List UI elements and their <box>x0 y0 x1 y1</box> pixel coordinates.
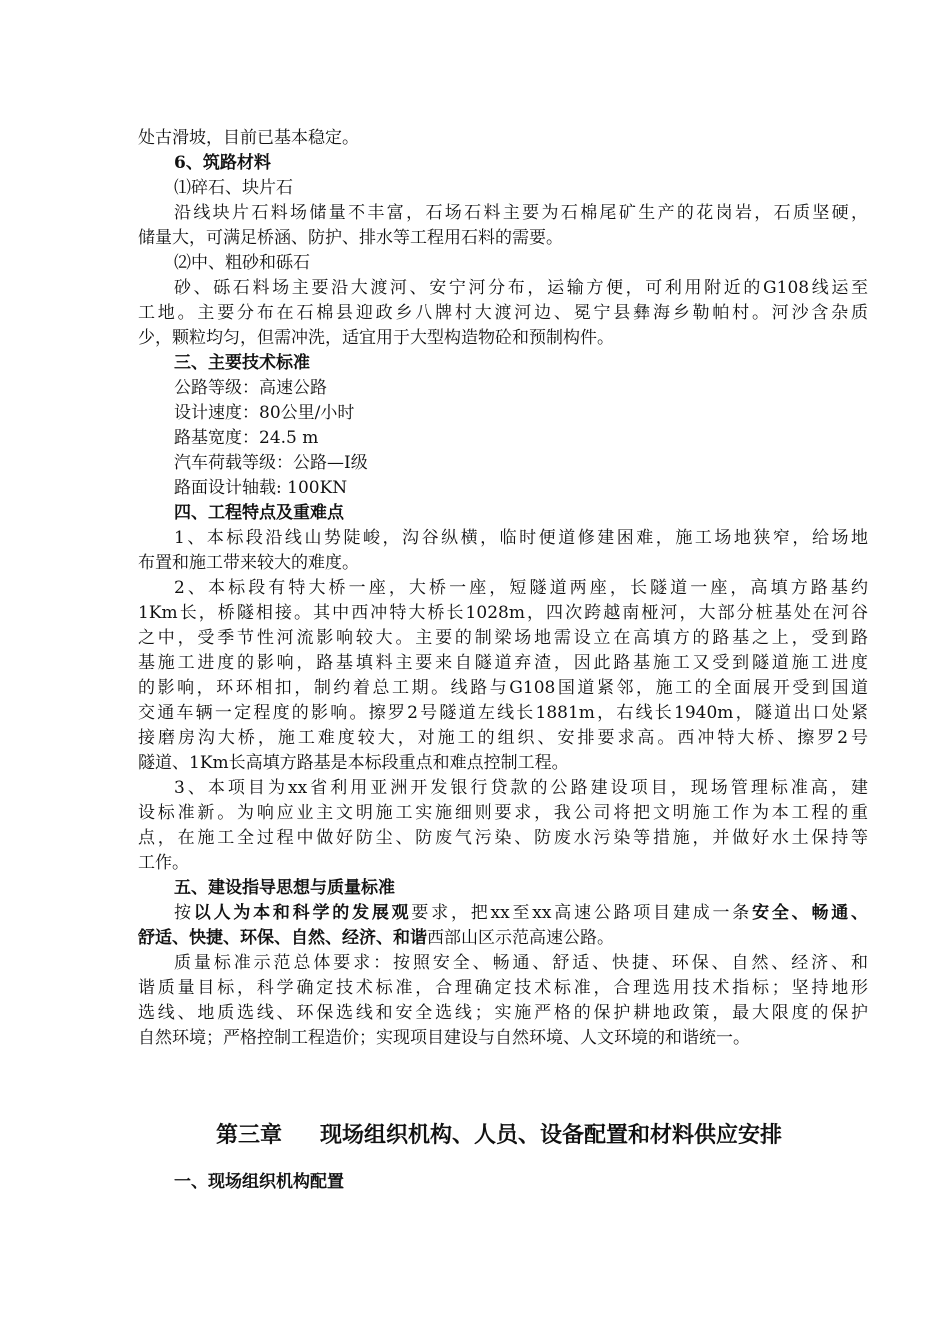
text-line: 布置和施工带来较大的难度。 <box>138 553 359 573</box>
section-heading: 一、现场组织机构配置 <box>174 1172 344 1192</box>
text-line: 按以人为本和科学的发展观要求，把xx至xx高速公路项目建成一条安全、畅通、 <box>174 903 869 923</box>
text-line: 砂、砾石料场主要沿大渡河、安宁河分布，运输方便，可利用附近的G108线运至 <box>174 278 868 298</box>
chapter-title <box>216 1120 782 1150</box>
text-line: 接磨房沟大桥，施工难度较大，对施工的组织、安排要求高。西冲特大桥、擦罗2号 <box>138 728 868 748</box>
text-line: 工作。 <box>138 853 189 873</box>
section-heading: 三、主要技术标准 <box>174 353 310 373</box>
text-line: 设标准新。为响应业主文明施工实施细则要求，我公司将把文明施工作为本工程的重 <box>138 803 868 823</box>
text-line: 基施工进度的影响，路基填料主要来自隧道弃渣，因此路基施工又受到隧道施工进度 <box>138 653 868 673</box>
text-line: 交通车辆一定程度的影响。擦罗2号隧道左线长1881m，右线长1940m，隧道出口处紧 <box>138 703 868 723</box>
spec-line: 设计速度：80公里/小时 <box>174 403 355 423</box>
text-line: 的影响，环环相扣，制约着总工期。线路与G108国道紧邻，施工的全面展开受到国道 <box>138 678 868 698</box>
text-line: 选线、地质选线、环保选线和安全选线；实施严格的保护耕地政策，最大限度的保护 <box>138 1003 868 1023</box>
text-line: 1Km长，桥隧相接。其中西冲特大桥长1028m，四次跨越南桠河，大部分桩基处在河谷 <box>138 603 868 623</box>
sub-heading: ⑵中、粗砂和砾石 <box>174 253 310 273</box>
chapter-name: 现场组织机构、人员、设备配置和材料供应安排 <box>320 1122 783 1148</box>
chapter-number: 第三章 <box>216 1122 283 1148</box>
section-heading: 四、工程特点及重难点 <box>174 503 344 523</box>
spec-line: 路基宽度：24.5 m <box>174 428 319 448</box>
text-line: 点，在施工全过程中做好防尘、防废气污染、防废水污染等措施，并做好水土保持等 <box>138 828 868 848</box>
spec-line: 路面设计轴载: 100KN <box>174 478 348 498</box>
sub-heading: ⑴碎石、块片石 <box>174 178 293 198</box>
text-line: 自然环境；严格控制工程造价；实现项目建设与自然环境、人文环境的和谐统一。 <box>138 1028 750 1048</box>
text-line: 舒适、快捷、环保、自然、经济、和谐西部山区示范高速公路。 <box>138 928 614 948</box>
text-line: 2、本标段有特大桥一座，大桥一座，短隧道两座，长隧道一座，高填方路基约 <box>174 578 868 598</box>
text-line: 谐质量目标，科学确定技术标准，合理确定技术标准，合理选用技术指标；坚持地形 <box>138 978 868 998</box>
text-line: 工地。主要分布在石棉县迎政乡八牌村大渡河边、冕宁县彝海乡勒帕村。河沙含杂质 <box>138 303 868 323</box>
text-line: 1、本标段沿线山势陡峻，沟谷纵横，临时便道修建困难，施工场地狭窄，给场地 <box>174 528 868 548</box>
text-line: 处古滑坡，目前已基本稳定。 <box>138 128 359 148</box>
spec-line: 汽车荷载等级：公路—Ⅰ级 <box>174 453 368 473</box>
section-heading: 6、筑路材料 <box>174 153 271 173</box>
section-heading: 五、建设指导思想与质量标准 <box>174 878 395 898</box>
text-line: 少，颗粒均匀，但需冲洗，适宜用于大型构造物砼和预制构件。 <box>138 328 614 348</box>
text-line: 储量大，可满足桥涵、防护、排水等工程用石料的需要。 <box>138 228 563 248</box>
text-line: 沿线块片石料场储量不丰富，石场石料主要为石棉尾矿生产的花岗岩，石质坚硬， <box>174 203 868 223</box>
text-line: 3、本项目为xx省利用亚洲开发银行贷款的公路建设项目，现场管理标准高，建 <box>174 778 868 798</box>
text-line: 之中，受季节性河流影响较大。主要的制梁场地需设立在高填方的路基之上，受到路 <box>138 628 868 648</box>
spec-line: 公路等级：高速公路 <box>174 378 327 398</box>
text-line: 质量标准示范总体要求：按照安全、畅通、舒适、快捷、环保、自然、经济、和 <box>174 953 868 973</box>
text-line: 隧道、1Km长高填方路基是本标段重点和难点控制工程。 <box>138 753 569 773</box>
